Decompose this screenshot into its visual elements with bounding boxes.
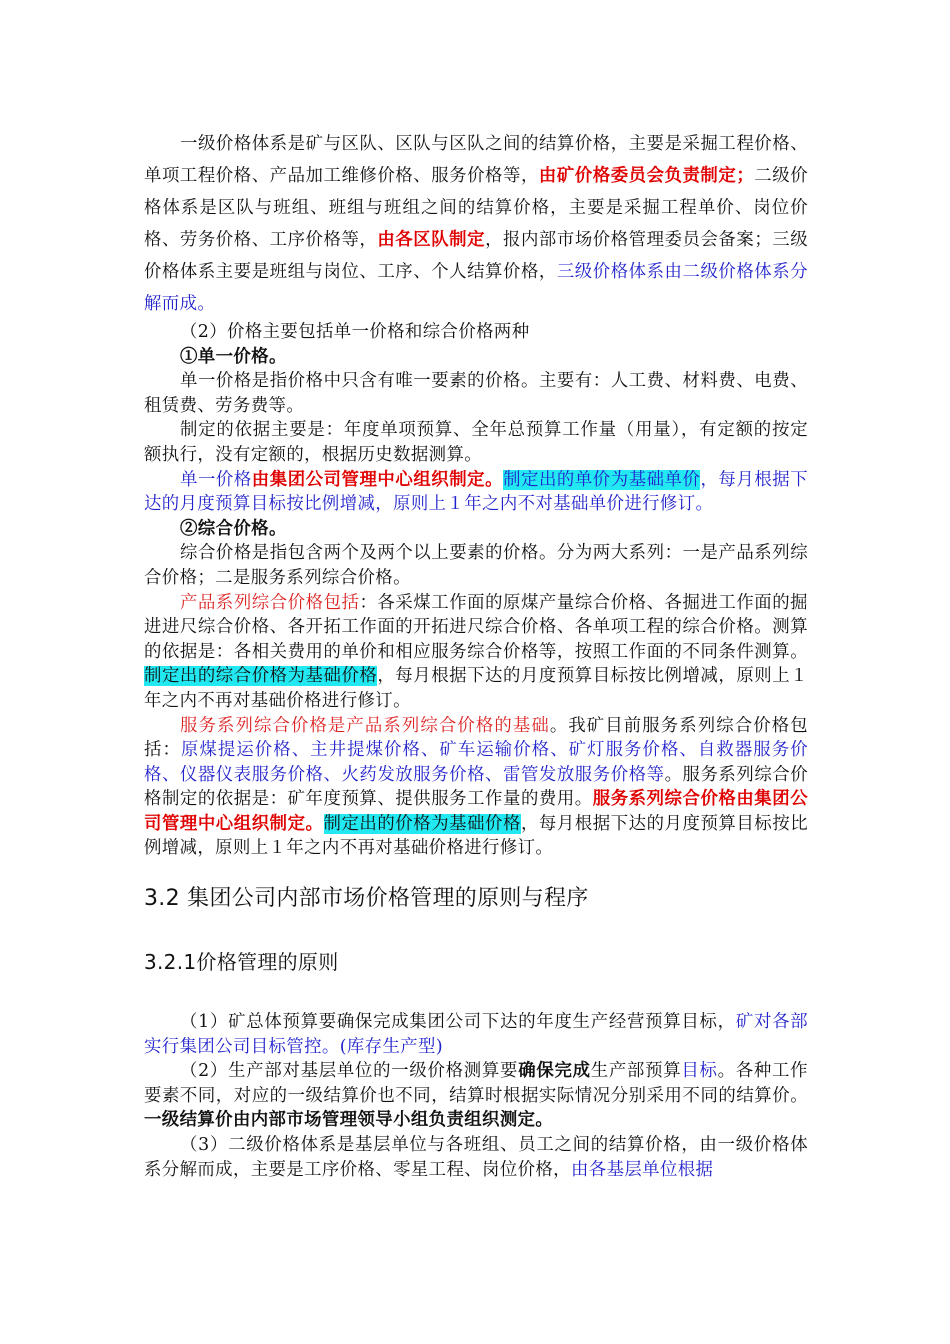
subsection-heading-3-2-1: 3.2.1价格管理的原则: [144, 950, 339, 975]
text-run-highlight: 制定出的单价为基础单价: [503, 469, 701, 490]
text-run: ，每月根据下达的月度预算目标按比例增减，原则上１年之内不再对基础价格进行修订。: [144, 666, 809, 711]
paragraph-single-rule: [144, 468, 808, 517]
text-run-blue: 原煤提运价格、主井提煤价格、矿车运输价格、矿灯服务价格、自救器服务价格、仪器仪表服务价格、火药发放服务价格、雷管发放服务价格等: [144, 740, 808, 785]
text-run-red: 产品系列综合价格包括: [180, 592, 360, 613]
paragraph-principle-3: [144, 1133, 808, 1182]
text-run-red-bold: 服务系列综合价格由集团公司管理中心组织制定。: [144, 789, 808, 834]
text-run: ：各采煤工作面的原煤产量综合价格、各掘进工作面的掘进进尺综合价格、各开拓工作面的开拓进尺综合价格、各单项工程的综合价格。测算的依据是：各相关费用的单价和相应服务综合价格等，按照工作面的不同条件测算。: [144, 592, 808, 662]
text-run: 。各种工作要素不同，对应的一级结算价也不同，结算时根据实际情况分别采用不同的结算价。: [144, 1061, 808, 1106]
heading-single-price: ①单一价格。: [180, 346, 287, 367]
text-run-red-bold: 由矿价格委员会负责制定；: [538, 166, 755, 186]
text-run: ，报内部市场价格管理委员会备案；三级价格体系主要是班组与岗位、工序、个人结算价格，: [144, 230, 809, 282]
text-run: （1）矿总体预算要确保完成集团公司下达的年度生产经营预算目标，: [180, 1012, 736, 1033]
paragraph-principle-2: [144, 1059, 808, 1133]
paragraph-price-tiers: [144, 128, 808, 320]
paragraph-single-definition: 单一价格是指价格中只含有唯一要素的价格。主要有：人工费、材料费、电费、租赁费、劳务费等。: [144, 371, 808, 416]
text-run: 。我矿目前服务系列综合价格包括：: [144, 715, 808, 761]
text-run-bold: 确保完成: [518, 1061, 591, 1082]
text-run-blue: 矿对各部实行集团公司目标管控。(库存生产型): [144, 1012, 809, 1057]
paragraph-price-types: （2）价格主要包括单一价格和综合价格两种: [180, 322, 530, 342]
text-run: （2）生产部对基层单位的一级价格测算要: [180, 1061, 519, 1082]
text-run-blue: 单一价格: [180, 469, 252, 490]
text-run-red-bold: 由各区队制定: [377, 230, 486, 250]
text-run-blue: ，每月根据下达的月度预算目标按比例增减，原则上１年之内不对基础单价进行修订。: [144, 469, 809, 515]
paragraph-product-series: [144, 591, 808, 714]
text-run-highlight: 制定出的价格为基础价格: [323, 813, 521, 834]
text-run-red-bold: 由集团公司管理中心组织制定。: [251, 469, 504, 490]
text-run-blue: 由各基层单位根据: [570, 1159, 714, 1180]
text-run-red: 服务系列综合价格是产品系列综合价格的基础: [180, 715, 550, 736]
text-run-blue: 三级价格体系由二级价格体系分解而成。: [144, 262, 809, 314]
paragraph-composite-definition: 综合价格是指包含两个及两个以上要素的价格。分为两大系列：一是产品系列综合价格；二是服务系列综合价格。: [144, 543, 808, 588]
text-run: 一级价格体系是矿与区队、区队与区队之间的结算价格，主要是采掘工程价格、单项工程价格、产品加工维修价格、服务价格等，: [144, 134, 808, 186]
section-heading-3-2: 3.2 集团公司内部市场价格管理的原则与程序: [144, 886, 589, 912]
text-run: ，每月根据下达的月度预算目标按比例增减，原则上１年之内不再对基础价格进行修订。: [144, 813, 808, 859]
paragraph-service-series: [144, 714, 808, 862]
paragraph-principle-1: [144, 1010, 808, 1059]
text-run: （3）二级价格体系是基层单位与各班组、员工之间的结算价格，由一级价格体系分解而成，主要是工序价格、零星工程、岗位价格，: [144, 1135, 808, 1180]
text-run-bold: 一级结算价由内部市场管理领导小组负责组织测定。: [144, 1110, 554, 1131]
paragraph-single-basis: 制定的依据主要是：年度单项预算、全年总预算工作量（用量），有定额的按定额执行，没有定额的，根据历史数据测算。: [144, 420, 808, 465]
text-run-blue: 目标: [681, 1061, 718, 1082]
text-run: 。服务系列综合价格制定的依据是：矿年度预算、提供服务工作量的费用。: [144, 764, 809, 810]
text-run: 二级价格体系是区队与班组、班组与班组之间的结算价格，主要是采掘工程单价、岗位价格、劳务价格、工序价格等，: [144, 166, 808, 250]
heading-composite-price: ②综合价格。: [180, 518, 287, 539]
text-run-highlight: 制定出的综合价格为基础价格: [144, 666, 378, 687]
document-body: [144, 128, 808, 1182]
text-run: 生产部预算: [590, 1061, 682, 1082]
